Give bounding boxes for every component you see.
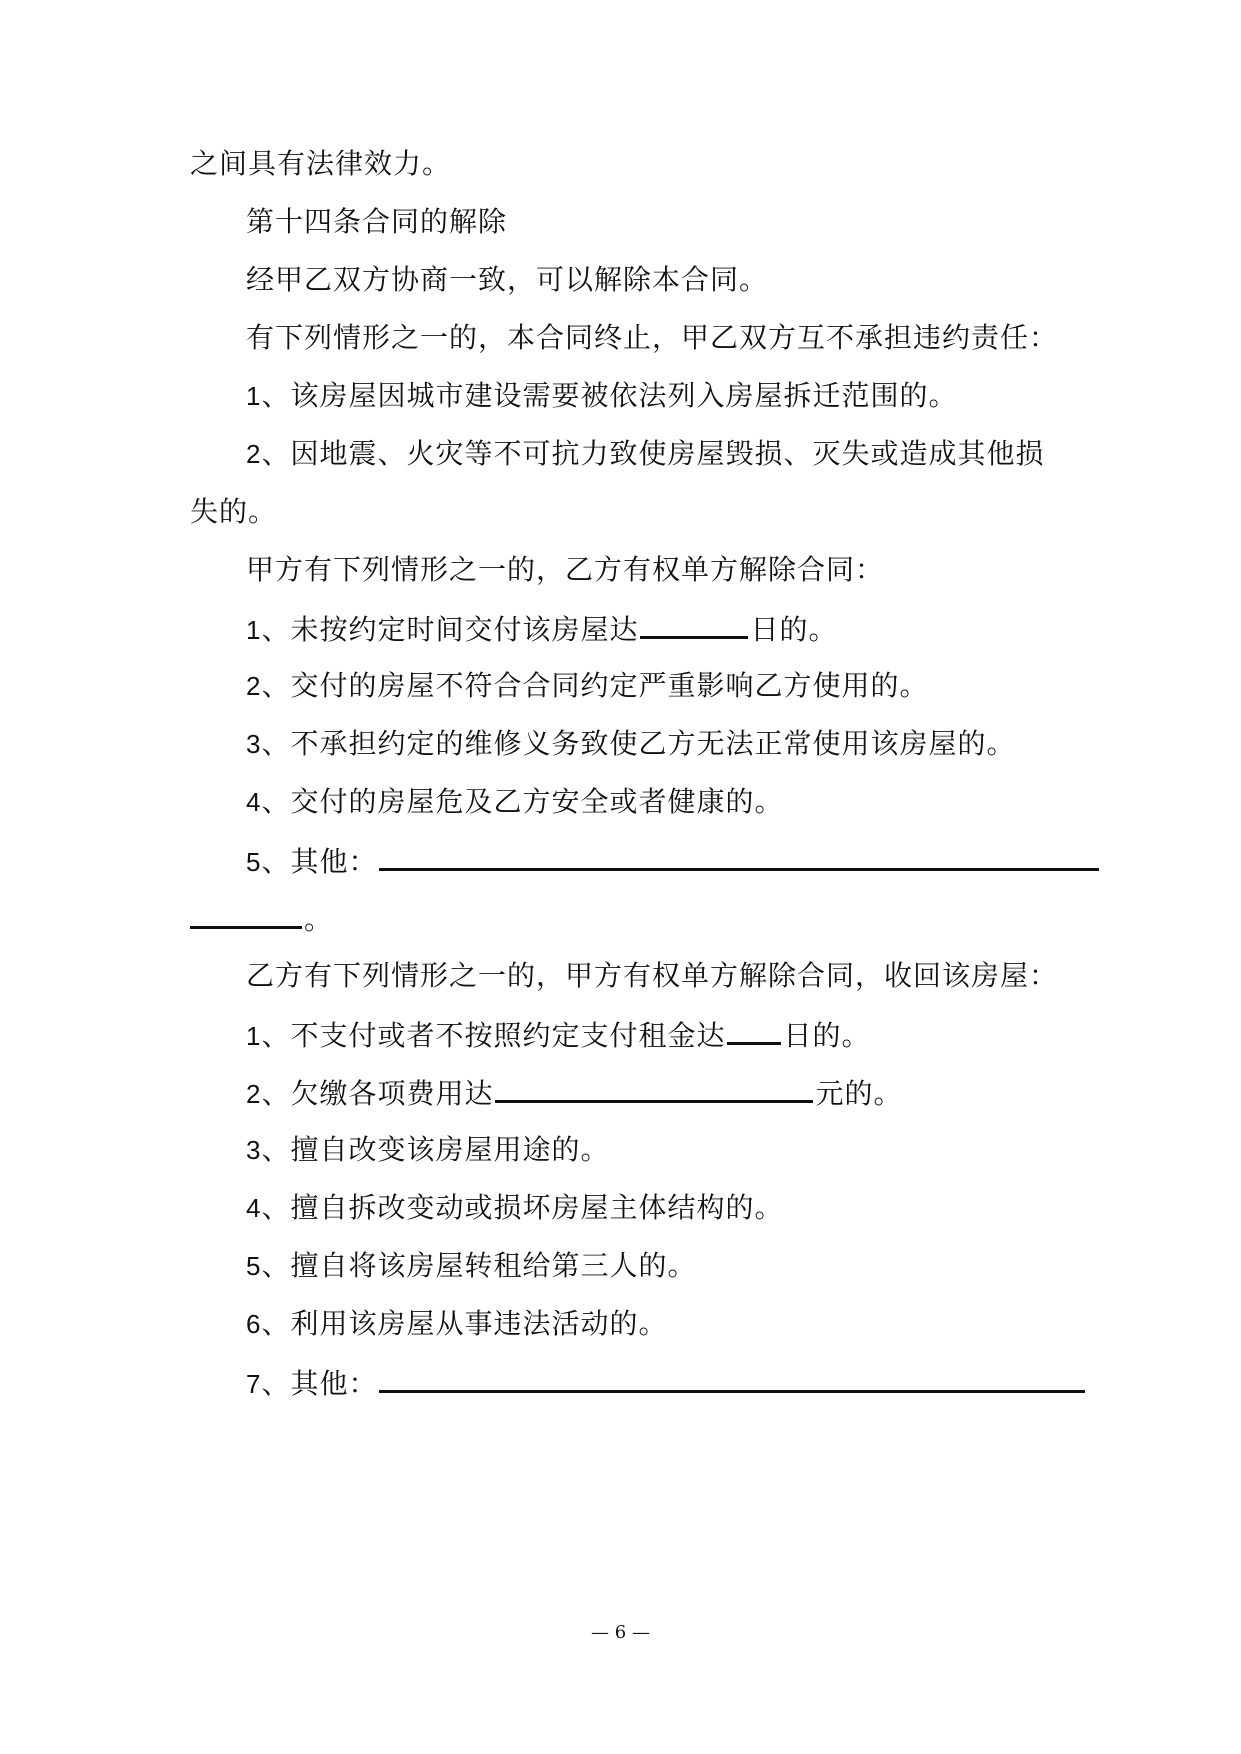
- item-number: 1: [246, 615, 262, 645]
- line-text: 、擅自拆改变动或损坏房屋主体结构的。: [261, 1191, 784, 1224]
- fill-in-blank[interactable]: [379, 842, 1099, 871]
- line-text: 、不支付或者不按照约定支付租金达: [261, 1019, 726, 1052]
- item-number: 7: [246, 1369, 262, 1399]
- list-item: [246, 1248, 1146, 1284]
- paragraph-line: [246, 320, 1146, 356]
- line-text: 第十四条合同的解除: [246, 205, 508, 238]
- line-text: 、其他：: [261, 845, 378, 878]
- line-text: 、该房屋因城市建设需要被依法列入房屋拆迁范围的。: [261, 379, 958, 412]
- list-item: [246, 1190, 1146, 1226]
- list-item: [246, 1132, 1146, 1168]
- item-number: 3: [246, 1135, 262, 1165]
- line-text: 、不承担约定的维修义务致使乙方无法正常使用该房屋的。: [261, 727, 1016, 760]
- item-number: 4: [246, 1193, 262, 1223]
- list-item: [246, 842, 1146, 878]
- item-number: 6: [246, 1309, 262, 1339]
- line-text: 甲方有下列情形之一的，乙方有权单方解除合同：: [246, 553, 885, 586]
- list-item: [246, 784, 1146, 820]
- fill-in-blank[interactable]: [727, 1016, 781, 1045]
- list-item: [246, 726, 1146, 762]
- line-text: 之间具有法律效力。: [190, 147, 452, 180]
- line-text: 元的。: [815, 1077, 903, 1110]
- fill-in-blank[interactable]: [495, 1074, 813, 1103]
- line-text: 、未按约定时间交付该房屋达: [261, 613, 639, 646]
- line-text: 有下列情形之一的，本合同终止，甲乙双方互不承担违约责任：: [246, 321, 1059, 354]
- line-text: 、其他：: [261, 1367, 378, 1400]
- list-item: [246, 610, 1146, 646]
- paragraph-line: [246, 262, 1146, 298]
- list-item: [246, 1364, 1146, 1400]
- line-text: 日的。: [783, 1019, 871, 1052]
- list-item: [246, 1016, 1146, 1052]
- item-number: 3: [246, 729, 262, 759]
- page-number: — 6 —: [591, 1622, 650, 1643]
- line-text: 、交付的房屋危及乙方安全或者健康的。: [261, 785, 784, 818]
- item-number: 5: [246, 847, 262, 877]
- list-item: [246, 436, 1146, 472]
- list-item: [246, 378, 1146, 414]
- item-number: 2: [246, 1079, 262, 1109]
- line-text: 日的。: [750, 613, 838, 646]
- list-item: [246, 1306, 1146, 1342]
- fill-in-blank[interactable]: [640, 610, 748, 639]
- paragraph-line: [246, 552, 1146, 588]
- paragraph-line: [246, 958, 1146, 994]
- item-number: 2: [246, 439, 262, 469]
- list-item: [246, 1074, 1146, 1110]
- line-text: 、因地震、火灾等不可抗力致使房屋毁损、灭失或造成其他损: [261, 437, 1045, 470]
- line-text: 经甲乙双方协商一致，可以解除本合同。: [246, 263, 769, 296]
- item-number: 2: [246, 671, 262, 701]
- line-text: 失的。: [190, 495, 278, 528]
- paragraph-line: [190, 494, 1090, 530]
- item-number: 1: [246, 381, 262, 411]
- line-text: 、利用该房屋从事违法活动的。: [261, 1307, 668, 1340]
- item-number: 5: [246, 1251, 262, 1281]
- line-text: 、交付的房屋不符合合同约定严重影响乙方使用的。: [261, 669, 929, 702]
- paragraph-line: [190, 146, 1090, 182]
- line-text: 、欠缴各项费用达: [261, 1077, 494, 1110]
- section-heading: [246, 204, 1146, 240]
- line-text: 、擅自改变该房屋用途的。: [261, 1133, 610, 1166]
- line-text: 。: [304, 903, 334, 936]
- fill-in-blank[interactable]: [379, 1364, 1085, 1393]
- item-number: 4: [246, 787, 262, 817]
- line-text: 、擅自将该房屋转租给第三人的。: [261, 1249, 697, 1282]
- item-number: 1: [246, 1021, 262, 1051]
- paragraph-line: [190, 900, 1090, 936]
- list-item: [246, 668, 1146, 704]
- fill-in-blank[interactable]: [190, 900, 302, 929]
- line-text: 乙方有下列情形之一的，甲方有权单方解除合同，收回该房屋：: [246, 959, 1059, 992]
